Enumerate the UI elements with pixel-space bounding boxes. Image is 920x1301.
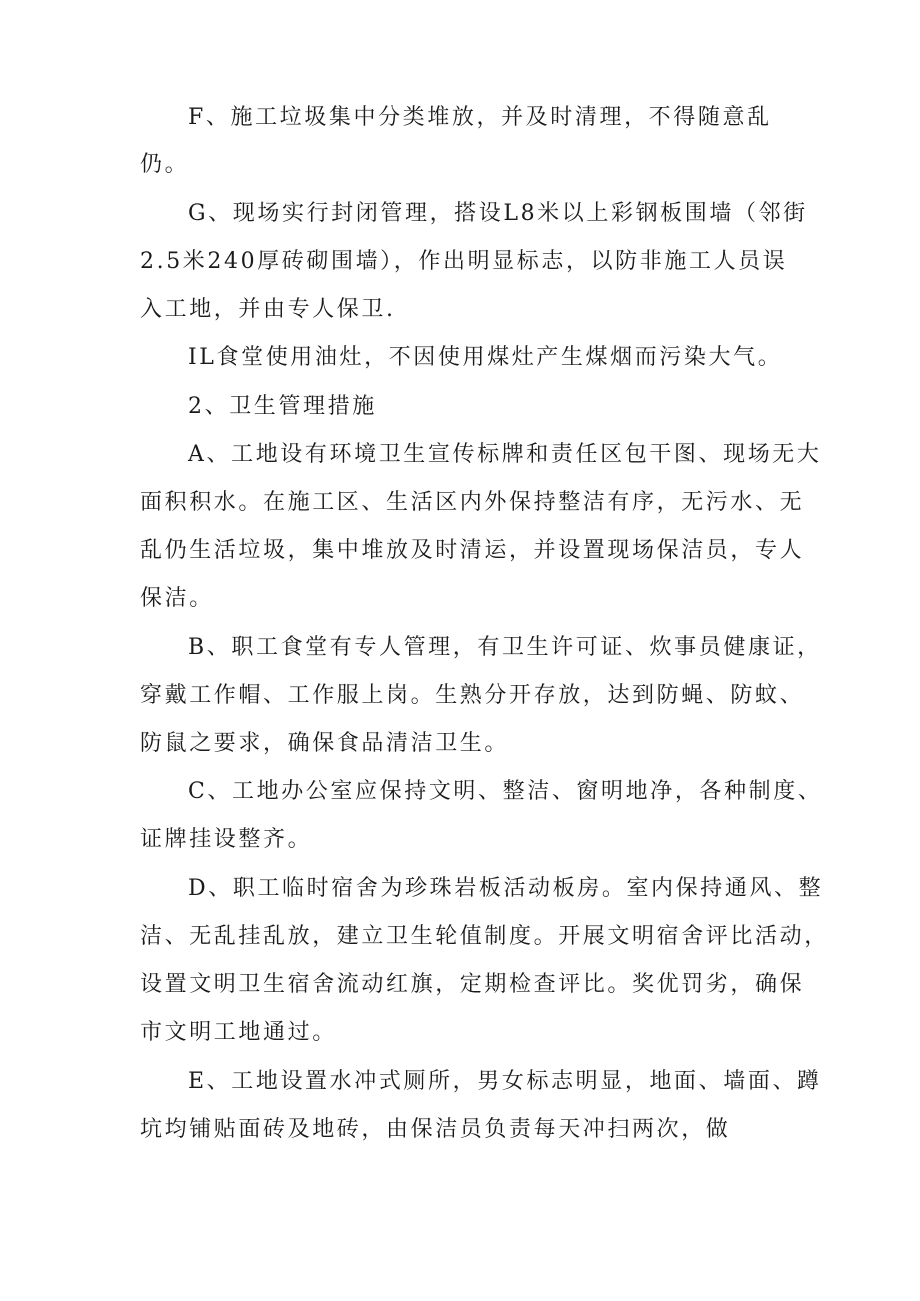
paragraph-g-line-3: 入工地，并由专人保卫. [140, 297, 396, 322]
paragraph-g-line-2: 2.5米240厚砖砌围墙），作出明显标志，以防非施工人员误 [140, 249, 788, 274]
paragraph-d-line-4: 市文明工地通过。 [140, 1020, 337, 1045]
paragraph-a-line-4: 保洁。 [140, 586, 214, 611]
paragraph-c-line-2: 证牌挂设整齐。 [140, 827, 313, 852]
paragraph-d-line-2: 洁、无乱挂乱放，建立卫生轮值制度。开展文明宿舍评比活动， [140, 924, 829, 949]
paragraph-a-line-1: A、工地设有环境卫生宣传标牌和责任区包干图、现场无大 [188, 442, 822, 467]
paragraph-b-line-1: B、职工食堂有专人管理，有卫生许可证、炊事员健康证， [188, 635, 822, 660]
section-heading-2: 2、卫生管理措施 [188, 394, 377, 419]
paragraph-d-line-1: D、职工临时宿舍为珍珠岩板活动板房。室内保持通风、整 [188, 876, 824, 901]
paragraph-e-line-1: E、工地设置水冲式厕所，男女标志明显，地面、墙面、蹲 [188, 1069, 822, 1094]
paragraph-il-line-1: IL食堂使用油灶，不因使用煤灶产生煤烟而污染大气。 [188, 345, 783, 370]
paragraph-f-line-2: 仍。 [140, 152, 190, 177]
paragraph-b-line-3: 防鼠之要求，确保食品清洁卫生。 [140, 731, 510, 756]
paragraph-a-line-2: 面积积水。在施工区、生活区内外保持整洁有序，无污水、无 [140, 490, 805, 515]
paragraph-d-line-3: 设置文明卫生宿舍流动红旗，定期检查评比。奖优罚劣，确保 [140, 972, 805, 997]
paragraph-f-line-1: F、施工垃圾集中分类堆放，并及时清理，不得随意乱 [188, 105, 772, 130]
paragraph-c-line-1: C、工地办公室应保持文明、整洁、窗明地净，各种制度、 [188, 779, 823, 804]
paragraph-e-line-2: 坑均铺贴面砖及地砖，由保洁员负责每天冲扫两次，做 [140, 1117, 731, 1142]
paragraph-g-line-1: G、现场实行封闭管理，搭设L8米以上彩钢板围墙（邻街 [188, 201, 808, 226]
paragraph-b-line-2: 穿戴工作帽、工作服上岗。生熟分开存放，达到防蝇、防蚊、 [140, 683, 805, 708]
paragraph-a-line-3: 乱仍生活垃圾，集中堆放及时清运，并设置现场保洁员，专人 [140, 538, 805, 563]
